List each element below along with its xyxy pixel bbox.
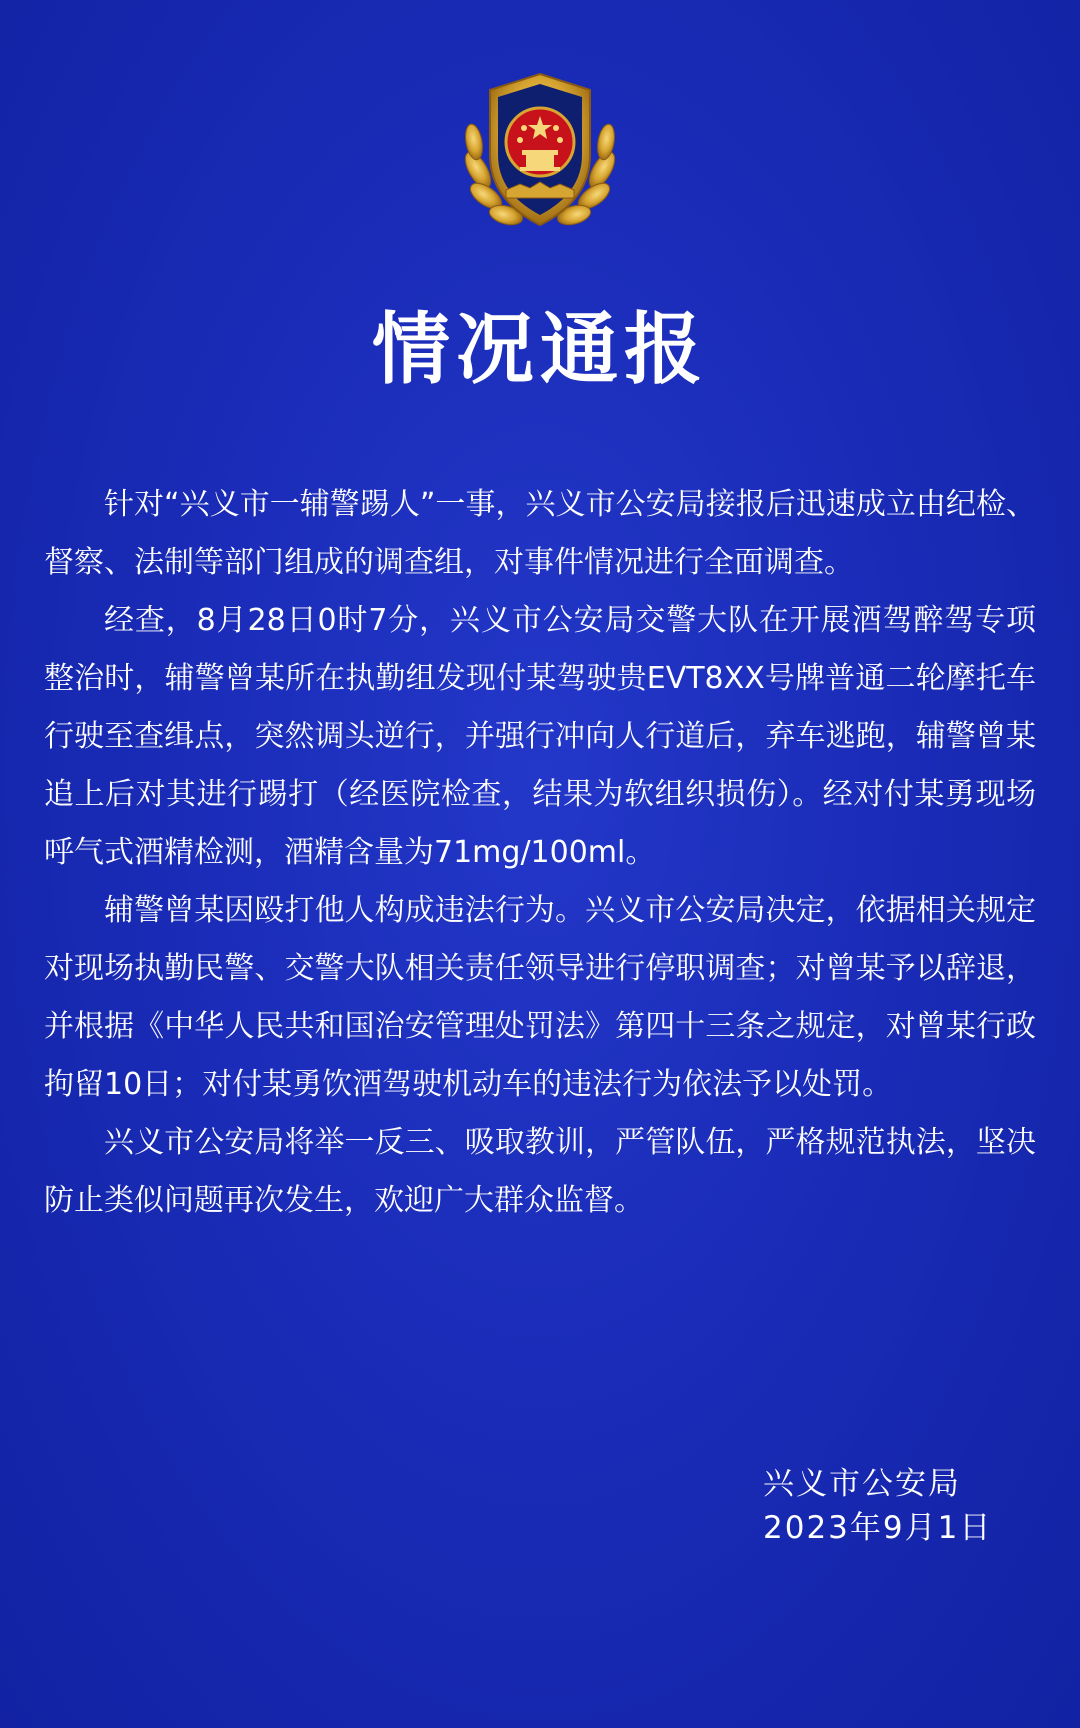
paragraph: 经查，8月28日0时7分，兴义市公安局交警大队在开展酒驾醉驾专项整治时，辅警曾某所在执勤组发现付某驾驶贵EVT8XX号牌普通二轮摩托车行驶至查缉点，突然调头逆行，并强行冲向人行道后，弃车逃跑，辅警曾某追上后对其进行踢打（经医院检查，结果为软组织损伤）。经对付某勇现场呼气式酒精检测，酒精含量为71mg/100ml。: [44, 603, 1036, 870]
notice-title: 情况通报: [371, 305, 708, 395]
signature-org: 兴义市公安局: [763, 1466, 961, 1502]
signature-block: [763, 1462, 992, 1550]
paragraph: 辅警曾某因殴打他人构成违法行为。兴义市公安局决定，依据相关规定对现场执勤民警、交警大队相关责任领导进行停职调查；对曾某予以辞退，并根据《中华人民共和国治安管理处罚法》第四十三条之规定，对曾某行政拘留10日；对付某勇饮酒驾驶机动车的违法行为依法予以处罚。: [44, 893, 1036, 1102]
notice-body: [44, 476, 1036, 1230]
paragraph: 兴义市公安局将举一反三、吸取教训，严管队伍，严格规范执法，坚决防止类似问题再次发生，欢迎广大群众监督。: [44, 1125, 1036, 1218]
police-emblem-icon: [450, 60, 630, 240]
signature-date: 2023年9月1日: [763, 1510, 993, 1546]
paragraph: 针对“兴义市一辅警踢人”一事，兴义市公安局接报后迅速成立由纪检、督察、法制等部门组成的调查组，对事件情况进行全面调查。: [44, 487, 1036, 580]
